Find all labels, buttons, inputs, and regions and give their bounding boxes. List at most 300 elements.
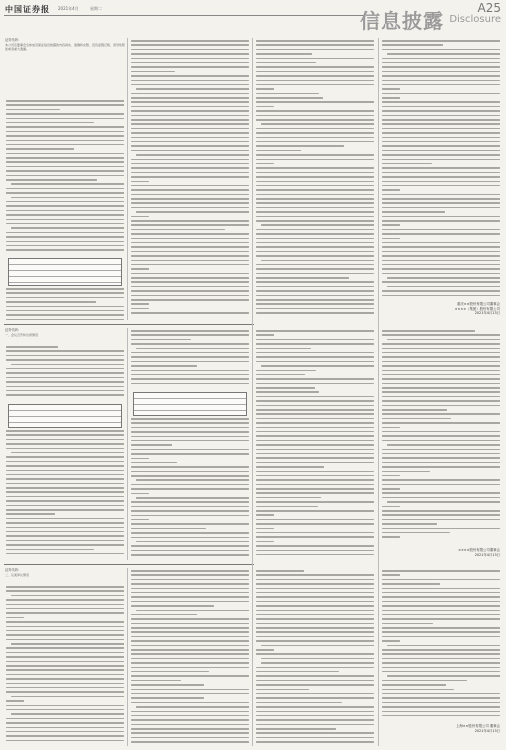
text-line <box>131 132 249 134</box>
text-line <box>131 220 249 222</box>
text-line <box>382 159 500 161</box>
text-line <box>136 88 249 90</box>
text-line <box>256 352 374 354</box>
text-line <box>256 391 319 393</box>
text-line <box>256 216 374 218</box>
text-line <box>131 71 175 73</box>
text-line <box>382 479 500 481</box>
text-line <box>131 537 249 539</box>
text-line <box>6 394 124 396</box>
text-line <box>131 484 249 486</box>
text-line <box>131 185 249 187</box>
text-line <box>382 343 500 345</box>
text-line <box>382 435 500 437</box>
text-line <box>256 523 374 525</box>
text-line <box>256 405 374 407</box>
text-line <box>131 75 249 77</box>
text-line <box>131 737 249 739</box>
text-line <box>382 492 500 494</box>
text-line <box>256 545 374 547</box>
signature-line: 重庆××股份有限公司董事会 <box>457 302 500 306</box>
text-line <box>382 702 500 704</box>
text-line <box>256 457 374 459</box>
notice-separator <box>4 324 254 325</box>
text-line <box>6 241 124 243</box>
text-line <box>131 281 249 283</box>
text-line <box>256 497 321 499</box>
text-line <box>131 268 149 270</box>
text-line <box>131 554 249 556</box>
text-line <box>256 684 374 686</box>
text-line <box>382 431 500 433</box>
text-line <box>256 115 374 117</box>
text-line <box>131 233 249 235</box>
text-line <box>131 207 249 209</box>
text-line <box>382 172 500 174</box>
text-line <box>131 431 249 433</box>
text-line <box>6 319 124 321</box>
text-line <box>131 238 249 240</box>
text-line <box>382 216 500 218</box>
text-line <box>131 365 197 367</box>
text-line <box>131 427 249 429</box>
text-line <box>382 532 450 534</box>
text-line <box>6 535 124 537</box>
text-line <box>387 286 500 288</box>
text-line <box>382 189 400 191</box>
text-line <box>382 202 500 204</box>
text-line <box>131 198 249 200</box>
text-line <box>6 297 124 299</box>
text-line <box>382 693 500 695</box>
text-line <box>256 361 374 363</box>
text-line <box>131 40 249 42</box>
text-line <box>131 649 249 651</box>
text-column <box>382 330 500 544</box>
text-line <box>387 645 500 647</box>
text-line <box>382 84 500 86</box>
text-line <box>11 696 124 698</box>
text-column <box>6 586 124 746</box>
text-line <box>6 210 124 212</box>
text-line <box>256 653 374 655</box>
text-line <box>6 531 124 533</box>
text-line <box>6 104 124 106</box>
text-line <box>256 680 374 682</box>
text-line <box>382 536 400 538</box>
text-line <box>382 334 500 336</box>
text-line <box>6 140 124 142</box>
text-line <box>256 400 374 402</box>
text-line <box>382 185 500 187</box>
notice-block <box>5 328 125 342</box>
text-line <box>382 592 500 594</box>
text-line <box>382 706 500 708</box>
text-line <box>256 728 336 730</box>
text-line <box>6 683 124 685</box>
text-line <box>131 66 249 68</box>
text-line <box>256 741 374 743</box>
text-line <box>6 691 124 693</box>
text-line <box>131 356 249 358</box>
text-line <box>256 154 374 156</box>
text-line <box>382 348 500 350</box>
text-line <box>131 667 249 669</box>
text-line <box>131 101 249 103</box>
text-line <box>382 640 400 642</box>
text-line <box>6 430 124 432</box>
text-line <box>6 144 124 146</box>
text-line <box>261 365 374 367</box>
text-line <box>131 719 249 721</box>
text-line <box>6 483 124 485</box>
text-line <box>6 161 124 163</box>
text-line <box>6 731 124 733</box>
text-line <box>382 220 500 222</box>
text-line <box>131 145 249 147</box>
text-line <box>256 286 374 288</box>
text-line <box>382 588 500 590</box>
text-line <box>131 618 249 620</box>
masthead <box>0 0 506 36</box>
text-line <box>6 630 124 632</box>
text-line <box>382 352 500 354</box>
notice-block <box>5 568 125 582</box>
text-column <box>256 40 374 320</box>
text-line <box>382 97 400 99</box>
text-line <box>256 141 374 143</box>
text-line <box>131 449 249 451</box>
text-line <box>382 281 500 283</box>
text-line <box>256 528 274 530</box>
text-line <box>256 370 316 372</box>
text-line <box>256 431 374 433</box>
text-line <box>6 126 124 128</box>
text-line <box>11 364 124 366</box>
text-line <box>382 427 400 429</box>
text-line <box>256 251 374 253</box>
text-line <box>256 514 274 516</box>
text-line <box>131 680 181 682</box>
edition-label: 星期二 <box>90 6 102 11</box>
text-line <box>131 653 249 655</box>
text-line <box>6 500 124 502</box>
text-line <box>131 84 249 86</box>
text-line <box>256 264 374 266</box>
notice-table <box>133 392 247 416</box>
text-line <box>382 418 451 420</box>
text-line <box>131 418 249 420</box>
text-line <box>131 339 191 341</box>
text-line <box>256 295 374 297</box>
text-line <box>256 198 374 200</box>
text-line <box>382 71 500 73</box>
text-line <box>6 505 124 507</box>
text-line <box>256 435 374 437</box>
text-line <box>382 101 500 103</box>
text-line <box>382 689 454 691</box>
text-line <box>382 405 500 407</box>
notice-table <box>8 258 122 286</box>
text-line <box>382 181 500 183</box>
text-line <box>256 334 274 336</box>
text-line <box>6 509 124 511</box>
text-line <box>131 697 204 699</box>
text-line <box>382 605 500 607</box>
text-line <box>256 671 339 673</box>
text-line <box>382 387 500 389</box>
text-line <box>131 605 214 607</box>
text-line <box>256 711 374 713</box>
text-column <box>131 570 249 746</box>
text-line <box>256 202 374 204</box>
text-line <box>131 106 249 108</box>
text-line <box>131 715 249 717</box>
text-column <box>131 330 249 390</box>
text-line <box>382 523 437 525</box>
text-line <box>256 506 318 508</box>
text-line <box>11 643 124 645</box>
text-line <box>131 159 249 161</box>
text-line <box>131 141 249 143</box>
text-line <box>382 510 500 512</box>
text-line <box>382 636 500 638</box>
text-line <box>131 689 249 691</box>
text-line <box>256 667 374 669</box>
text-line <box>131 229 225 231</box>
text-line <box>382 715 500 717</box>
text-line <box>131 343 249 345</box>
text-line <box>131 277 249 279</box>
text-line <box>6 740 124 742</box>
text-line <box>131 510 249 512</box>
section-title: 信息披露 <box>360 9 444 33</box>
text-line <box>256 277 349 279</box>
text-line <box>131 493 149 495</box>
text-line <box>131 308 149 310</box>
text-line <box>382 583 440 585</box>
text-line <box>256 97 323 99</box>
text-line <box>382 601 500 603</box>
text-line <box>131 658 249 660</box>
text-line <box>131 58 249 60</box>
text-line <box>256 255 374 257</box>
text-line <box>256 93 319 95</box>
text-line <box>382 66 500 68</box>
text-column <box>131 40 249 320</box>
text-line <box>6 148 74 150</box>
text-line <box>6 456 124 458</box>
text-line <box>11 452 124 454</box>
text-column <box>382 570 500 720</box>
text-line <box>6 201 124 203</box>
text-line <box>131 119 249 121</box>
text-line <box>6 153 124 155</box>
notice-lead-paragraph: 二、议案审议情况 <box>5 572 30 577</box>
text-line <box>256 176 374 178</box>
text-line <box>6 496 124 498</box>
text-line <box>256 689 309 691</box>
text-line <box>256 732 374 734</box>
text-line <box>131 631 249 633</box>
text-line <box>256 579 374 581</box>
text-line <box>382 519 500 521</box>
text-line <box>6 135 124 137</box>
text-line <box>382 251 500 253</box>
text-line <box>131 374 249 376</box>
text-line <box>382 119 500 121</box>
text-line <box>382 370 500 372</box>
text-line <box>256 53 312 55</box>
text-line <box>131 167 249 169</box>
text-column <box>6 100 124 256</box>
text-line <box>131 532 249 534</box>
text-line <box>382 378 500 380</box>
text-line <box>131 662 249 664</box>
text-line <box>256 356 374 358</box>
text-line <box>6 656 124 658</box>
text-line <box>131 290 249 292</box>
text-line <box>382 246 500 248</box>
text-line <box>256 444 374 446</box>
text-line <box>131 361 249 363</box>
text-line <box>6 599 124 601</box>
text-line <box>382 356 500 358</box>
text-line <box>382 680 467 682</box>
text-line <box>382 242 500 244</box>
text-line <box>387 53 500 55</box>
text-line <box>6 487 124 489</box>
text-line <box>256 640 374 642</box>
text-line <box>382 330 475 332</box>
text-line <box>131 295 249 297</box>
text-line <box>6 314 124 316</box>
text-line <box>6 377 124 379</box>
text-line <box>256 233 374 235</box>
text-line <box>382 514 500 516</box>
text-line <box>256 554 374 556</box>
text-line <box>6 386 124 388</box>
text-line <box>256 583 374 585</box>
text-line <box>131 588 249 590</box>
text-line <box>382 233 500 235</box>
text-line <box>6 709 124 711</box>
text-line <box>256 303 374 305</box>
text-line <box>256 211 374 213</box>
text-line <box>256 475 374 477</box>
text-line <box>256 614 374 616</box>
page-number: A25 <box>477 1 501 15</box>
text-line <box>131 62 249 64</box>
column-divider <box>127 328 128 560</box>
text-line <box>6 553 124 555</box>
text-line <box>11 713 124 715</box>
text-line <box>256 697 374 699</box>
text-line <box>131 194 249 196</box>
text-line <box>6 355 124 357</box>
text-line <box>382 671 500 673</box>
text-line <box>131 128 249 130</box>
text-line <box>11 227 124 229</box>
text-line <box>6 288 124 290</box>
text-line <box>382 273 500 275</box>
text-line <box>6 179 97 181</box>
text-line <box>131 528 206 530</box>
text-line <box>136 497 249 499</box>
notice-lead-paragraph: 本公司及董事会全体成员保证信息披露的内容真实、准确和完整，没有虚假记载、误导性陈述或者重大遗漏。 <box>5 42 125 51</box>
text-line <box>6 232 124 234</box>
text-line <box>131 216 149 218</box>
text-line <box>256 449 374 451</box>
text-line <box>6 170 124 172</box>
text-line <box>256 145 344 147</box>
text-line <box>256 339 374 341</box>
text-line <box>131 501 249 503</box>
text-line <box>131 596 249 598</box>
text-line <box>256 238 374 240</box>
text-line <box>136 610 249 612</box>
text-line <box>131 732 249 734</box>
column-divider <box>378 38 379 746</box>
text-line <box>382 132 500 134</box>
text-line <box>256 128 374 130</box>
text-line <box>256 299 374 301</box>
text-line <box>131 110 249 112</box>
text-line <box>131 488 249 490</box>
text-line <box>256 80 374 82</box>
text-line <box>382 141 500 143</box>
text-line <box>131 93 249 95</box>
text-line <box>382 211 445 213</box>
text-line <box>6 157 124 159</box>
text-line <box>131 675 249 677</box>
newspaper-name: 中国证券报 <box>5 4 50 14</box>
text-line <box>382 711 500 713</box>
text-line <box>131 471 249 473</box>
text-line <box>131 636 249 638</box>
text-line <box>256 550 374 552</box>
text-line <box>6 470 124 472</box>
text-line <box>6 727 124 729</box>
text-line <box>131 545 249 547</box>
text-line <box>256 466 324 468</box>
text-line <box>6 527 124 529</box>
text-line <box>256 636 374 638</box>
text-line <box>131 645 249 647</box>
text-line <box>131 466 249 468</box>
text-line <box>256 422 374 424</box>
text-line <box>256 387 315 389</box>
text-line <box>256 40 374 42</box>
text-line <box>6 122 94 124</box>
text-line <box>131 255 249 257</box>
text-line <box>256 479 374 481</box>
text-line <box>382 662 500 664</box>
notice-block <box>5 38 125 98</box>
text-line <box>6 540 124 542</box>
text-line <box>256 519 374 521</box>
text-line <box>6 109 60 111</box>
text-line <box>131 49 249 51</box>
text-line <box>256 488 374 490</box>
column-divider <box>252 38 253 746</box>
text-line <box>6 518 124 520</box>
text-line <box>6 205 124 207</box>
text-line <box>382 667 500 669</box>
text-line <box>256 84 374 86</box>
signature-date: 2021年4月13日 <box>474 311 500 316</box>
text-line <box>382 44 443 46</box>
